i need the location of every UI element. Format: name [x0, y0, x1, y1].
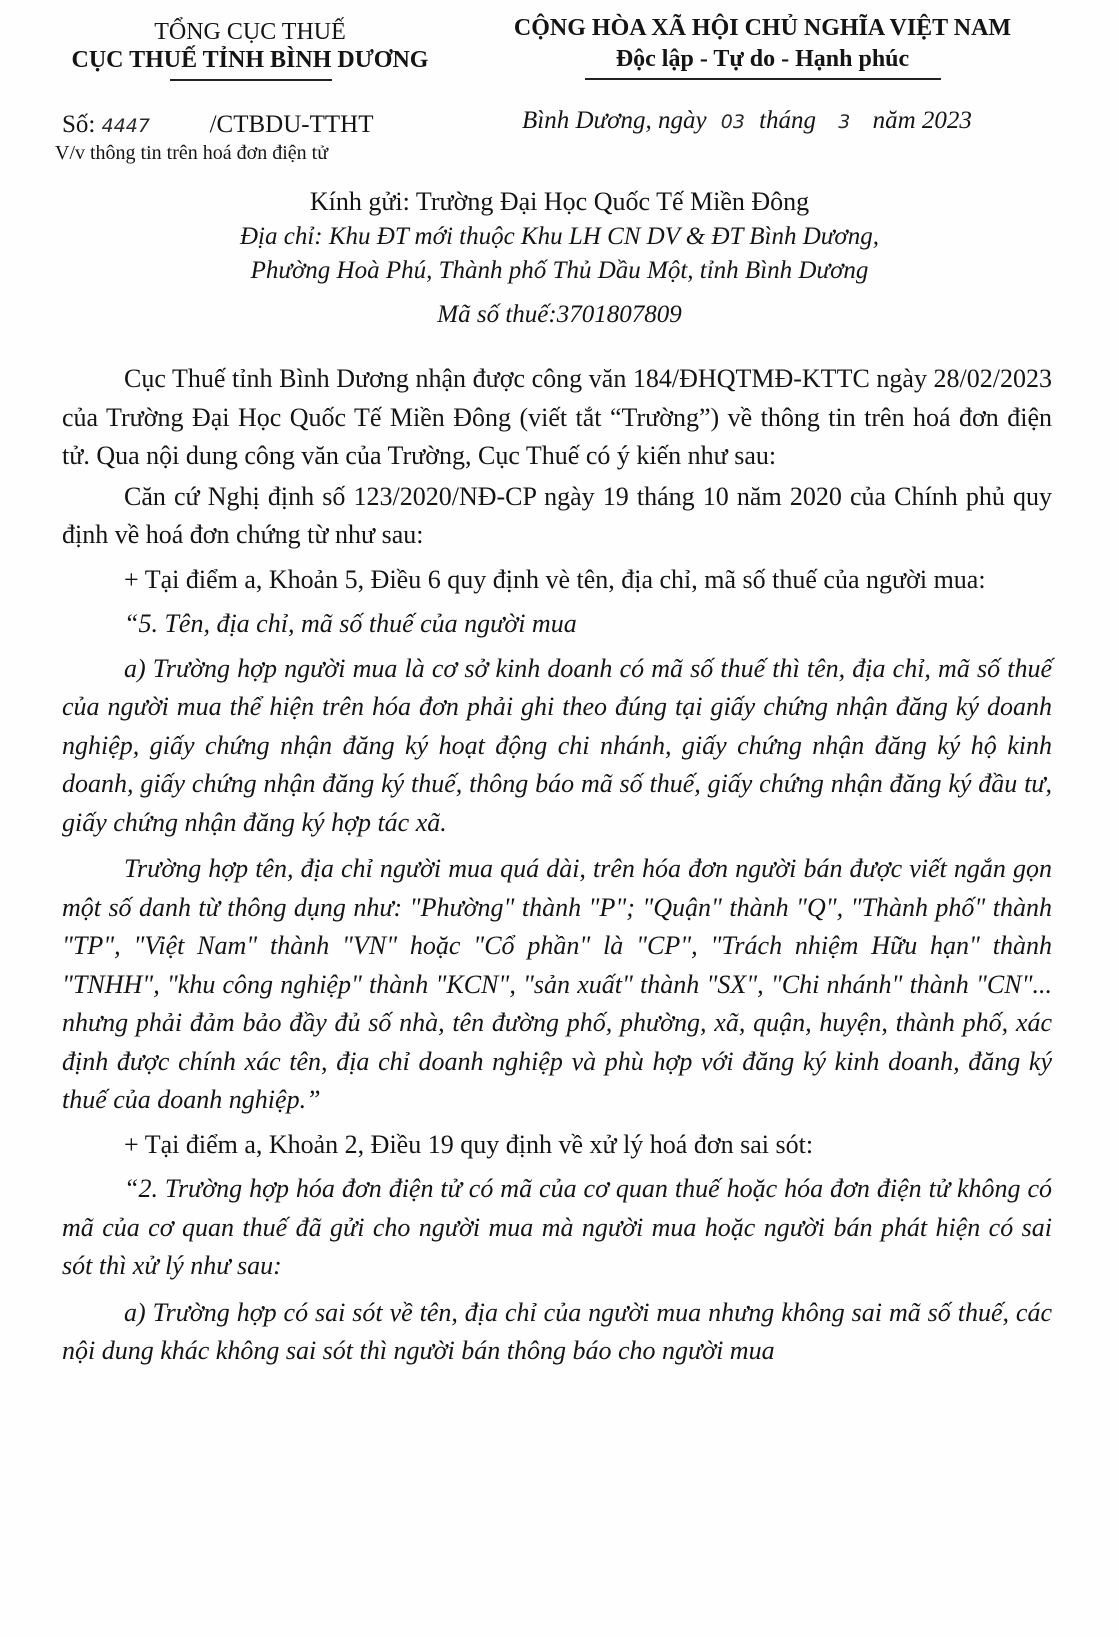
handwritten-number: 4447 [101, 115, 150, 137]
agency-name: CỤC THUẾ TỈNH BÌNH DƯƠNG [71, 47, 429, 73]
document-subject: V/v thông tin trên hoá đơn điện tử [55, 142, 329, 164]
handwritten-month: 3 [838, 111, 851, 133]
recipient-address-1: Địa chỉ: Khu ĐT mới thuộc Khu LH CN DV & ĐT Bình Dương, [240, 223, 879, 250]
paragraph-article-19: + Tại điểm a, Khoản 2, Điều 19 quy định về xử lý hoá đơn sai sót: [124, 1129, 814, 1159]
recipient-tax-code: Mã số thuế:3701807809 [437, 301, 682, 328]
country-name: CỘNG HÒA XÃ HỘI CHỦ NGHĨA VIỆT NAM [513, 15, 1012, 41]
paragraph-intro: Cục Thuế tỉnh Bình Dương nhận được công văn 184/ĐHQTMĐ-KTTC ngày 28/02/2023 của Trường Đại Học Quốc Tế Miền Đông (viết tắt “Trường”) về thông tin trên hoá đơn điện tử. Qua nội dung công văn của Trường, Cục Thuế có ý kiến như sau: [62, 364, 1052, 470]
national-motto: Độc lập - Tự do - Hạnh phúc [615, 46, 910, 72]
quote-clause-2a: a) Trường hợp có sai sót về tên, địa chỉ của người mua nhưng không sai mã số thuế, các nội dung khác không sai sót thì người bán thông báo cho người mua [62, 1297, 1052, 1365]
paragraph-article-6: + Tại điểm a, Khoản 5, Điều 6 quy định vè tên, địa chỉ, mã số thuế của người mua: [124, 564, 986, 594]
number-suffix: /CTBDU-TTHT [209, 111, 374, 138]
recipient-line: Kính gửi: Trường Đại Học Quốc Tế Miền Đông [309, 187, 810, 216]
motto-underline [585, 78, 941, 80]
date-month-label: tháng [759, 107, 817, 134]
date-year: năm 2023 [872, 107, 972, 134]
agency-underline [170, 79, 332, 81]
recipient-address-2: Phường Hoà Phú, Thành phố Thủ Dầu Một, tỉnh Bình Dương [250, 257, 869, 284]
quote-abbreviations: Trường hợp tên, địa chỉ người mua quá dài, trên hóa đơn người bán được viết ngắn gọn một số danh từ thông dụng như: "Phường" thành "P"; "Quận" thành "Q", "Thành phố" thành "TP", "Việt Nam" thành "VN" hoặc "Cổ phần" là "CP", "Trách nhiệm Hữu hạn" thành "TNHH", "khu công nghiệp" thành "KCN", "sản xuất" thành "SX", "Chi nhánh" thành "CN"... nhưng phải đảm bảo đầy đủ số nhà, tên đường phố, phường, xã, quận, huyện, thành phố, xác định được chính xác tên, địa chỉ doanh nghiệp và phù hợp với đăng ký kinh doanh, đăng ký thuế của doanh nghiệp.” [62, 854, 1052, 1114]
quote-clause-a: a) Trường hợp người mua là cơ sở kinh doanh có mã số thuế thì tên, địa chỉ, mã số thuế của người mua thể hiện trên hóa đơn phải ghi theo đúng tại giấy chứng nhận đăng ký doanh nghiệp, giấy chứng nhận đăng ký hoạt động chi nhánh, giấy chứng nhận đăng ký hộ kinh doanh, giấy chứng nhận đăng ký thuế, thông báo mã số thuế, giấy chứng nhận đăng ký đầu tư, giấy chứng nhận đăng ký hợp tác xã. [62, 653, 1052, 837]
number-prefix: Số: [62, 111, 96, 138]
document-date [522, 106, 972, 137]
agency-parent: TỔNG CỤC THUẾ [154, 19, 346, 45]
document-number [62, 110, 373, 141]
paragraph-legal-basis: Căn cứ Nghị định số 123/2020/NĐ-CP ngày 19 tháng 10 năm 2020 của Chính phủ quy định về hoá đơn chứng từ như sau: [62, 481, 1052, 549]
quote-heading-5: “5. Tên, địa chỉ, mã số thuế của người mua [124, 609, 577, 638]
quote-clause-2: “2. Trường hợp hóa đơn điện tử có mã của cơ quan thuế hoặc hóa đơn điện tử không có mã của cơ quan thuế đã gửi cho người mua mà người mua hoặc người bán phát hiện có sai sót thì xử lý như sau: [62, 1174, 1052, 1280]
date-place: Bình Dương, ngày [522, 107, 707, 134]
handwritten-day: 03 [720, 111, 745, 133]
letter-body [62, 360, 1052, 1371]
